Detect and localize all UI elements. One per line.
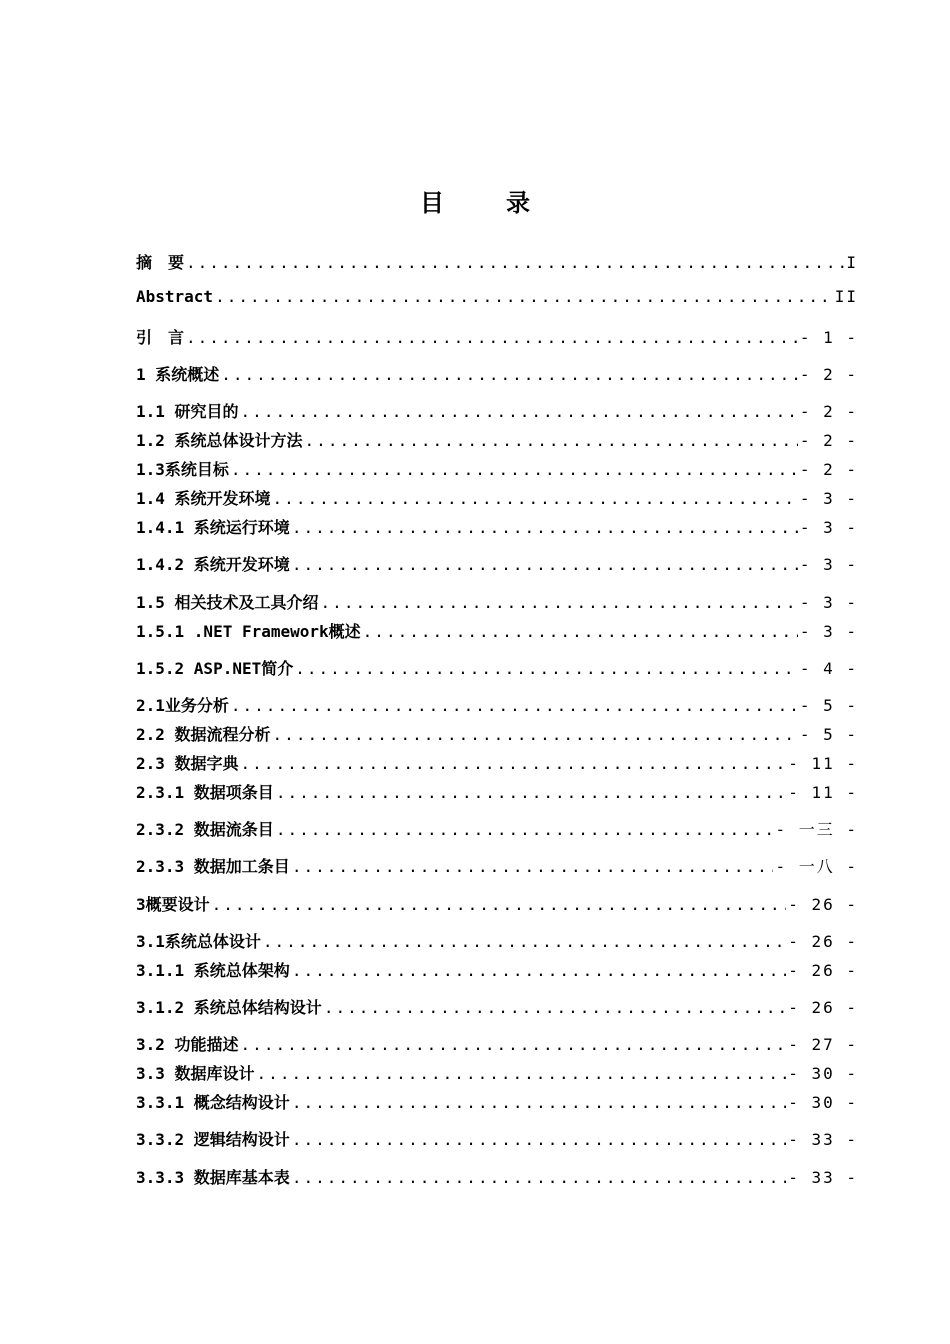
toc-leader-dots xyxy=(257,1064,787,1083)
toc-entry-label: 摘 要 xyxy=(136,253,185,272)
toc-leader-dots xyxy=(363,622,798,641)
toc-leader-dots xyxy=(221,365,798,384)
toc-leader-dots xyxy=(292,1168,786,1187)
toc-leader-dots xyxy=(321,593,798,612)
toc-entry[interactable] xyxy=(136,250,858,274)
toc-leader-dots xyxy=(186,328,798,347)
toc-entry[interactable] xyxy=(136,958,858,982)
toc-entry-page: - 27 - xyxy=(788,1035,858,1054)
toc-entry-page: - 26 - xyxy=(788,895,858,914)
toc-leader-dots xyxy=(292,555,798,574)
toc-leader-dots xyxy=(324,998,786,1017)
toc-entry[interactable] xyxy=(136,751,858,775)
toc-title-char-1: 目 xyxy=(420,188,444,217)
toc-entry[interactable] xyxy=(136,693,858,717)
toc-entry-page: - 33 - xyxy=(788,1130,858,1149)
toc-entry-page: II xyxy=(834,287,858,306)
toc-entry-page: - 一三 - xyxy=(775,820,858,839)
toc-entry[interactable] xyxy=(136,287,858,311)
toc-entry-label: 1 系统概述 xyxy=(136,365,220,384)
toc-leader-dots xyxy=(292,1093,786,1112)
toc-entry-page: - 26 - xyxy=(788,961,858,980)
toc-entry[interactable] xyxy=(136,892,858,916)
toc-entry[interactable] xyxy=(136,362,858,386)
toc-leader-dots xyxy=(241,1035,787,1054)
toc-entry-label: 3.1系统总体设计 xyxy=(136,932,261,951)
toc-entry-label: 1.4 系统开发环境 xyxy=(136,489,271,508)
toc-leader-dots xyxy=(241,402,798,421)
toc-entry-label: 1.4.1 系统运行环境 xyxy=(136,518,290,537)
toc-leader-dots xyxy=(292,857,774,876)
toc-entry-page: - 2 - xyxy=(799,365,858,384)
toc-entry-page: - 26 - xyxy=(788,998,858,1017)
toc-entry[interactable] xyxy=(136,399,858,423)
toc-leader-dots xyxy=(241,754,787,773)
toc-leader-dots xyxy=(231,460,798,479)
toc-entry-page: - 30 - xyxy=(788,1093,858,1112)
toc-leader-dots xyxy=(186,253,844,272)
toc-leader-dots xyxy=(212,895,787,914)
toc-entry-page: - 2 - xyxy=(799,431,858,450)
toc-entry[interactable] xyxy=(136,780,858,804)
toc-leader-dots xyxy=(231,696,798,715)
toc-entry-page: - 11 - xyxy=(788,754,858,773)
toc-entry[interactable] xyxy=(136,1032,858,1056)
toc-entry[interactable] xyxy=(136,457,858,481)
toc-entry-page: - 3 - xyxy=(799,622,858,641)
toc-entry[interactable] xyxy=(136,722,858,746)
toc-entry-label: 2.1业务分析 xyxy=(136,696,229,715)
toc-entry-label: 1.5.1 .NET Framework概述 xyxy=(136,622,361,641)
toc-entry[interactable] xyxy=(136,1127,858,1151)
toc-entry-label: Abstract xyxy=(136,287,214,306)
toc-entry-label: 2.3.2 数据流条目 xyxy=(136,820,274,839)
toc-entry-label: 3.3.2 逻辑结构设计 xyxy=(136,1130,290,1149)
toc-entry-label: 引 言 xyxy=(136,328,185,347)
toc-title-char-2: 录 xyxy=(506,188,530,217)
toc-entry[interactable] xyxy=(136,325,858,349)
toc-leader-dots xyxy=(273,489,798,508)
toc-entry-label: 3概要设计 xyxy=(136,895,210,914)
toc-entry[interactable] xyxy=(136,854,858,878)
toc-leader-dots xyxy=(292,961,786,980)
toc-entry[interactable] xyxy=(136,552,858,576)
toc-entry-label: 1.1 研究目的 xyxy=(136,402,239,421)
toc-entry-page: - 3 - xyxy=(799,489,858,508)
toc-entry-label: 2.2 数据流程分析 xyxy=(136,725,271,744)
toc-entry-page: - 11 - xyxy=(788,783,858,802)
toc-title xyxy=(0,183,950,218)
toc-entry[interactable] xyxy=(136,515,858,539)
toc-leader-dots xyxy=(273,725,798,744)
toc-entry[interactable] xyxy=(136,1090,858,1114)
toc-entry-page: - 3 - xyxy=(799,518,858,537)
toc-leader-dots xyxy=(263,932,786,951)
toc-leader-dots xyxy=(305,431,798,450)
toc-entry-page: - 2 - xyxy=(799,460,858,479)
toc-entry-page: - 26 - xyxy=(788,932,858,951)
toc-entry-label: 2.3.3 数据加工条目 xyxy=(136,857,290,876)
toc-leader-dots xyxy=(215,287,833,306)
toc-leader-dots xyxy=(292,518,798,537)
toc-entry-label: 3.1.1 系统总体架构 xyxy=(136,961,290,980)
toc-entry[interactable] xyxy=(136,929,858,953)
toc-entry-page: - 一八 - xyxy=(775,857,858,876)
toc-entry-label: 3.3.1 概念结构设计 xyxy=(136,1093,290,1112)
toc-entry-page: - 5 - xyxy=(799,725,858,744)
toc-leader-dots xyxy=(276,820,774,839)
toc-entry-label: 1.4.2 系统开发环境 xyxy=(136,555,290,574)
toc-entry[interactable] xyxy=(136,1061,858,1085)
toc-entry-page: - 3 - xyxy=(799,593,858,612)
toc-entry[interactable] xyxy=(136,428,858,452)
toc-leader-dots xyxy=(292,1130,786,1149)
toc-entry-page: - 4 - xyxy=(799,659,858,678)
toc-entry-label: 1.2 系统总体设计方法 xyxy=(136,431,303,450)
toc-entry[interactable] xyxy=(136,656,858,680)
toc-entry-label: 2.3 数据字典 xyxy=(136,754,239,773)
toc-entry[interactable] xyxy=(136,619,858,643)
toc-leader-dots xyxy=(295,659,798,678)
toc-entry-page: - 5 - xyxy=(799,696,858,715)
toc-entry[interactable] xyxy=(136,486,858,510)
toc-entry-label: 3.3.3 数据库基本表 xyxy=(136,1168,290,1187)
toc-entry-page: - 30 - xyxy=(788,1064,858,1083)
toc-entry[interactable] xyxy=(136,995,858,1019)
toc-entry-label: 1.3系统目标 xyxy=(136,460,229,479)
toc-entry-page: - 2 - xyxy=(799,402,858,421)
toc-entry-label: 3.3 数据库设计 xyxy=(136,1064,255,1083)
toc-entry-label: 3.1.2 系统总体结构设计 xyxy=(136,998,322,1017)
toc-entry-label: 3.2 功能描述 xyxy=(136,1035,239,1054)
toc-entry-page: - 1 - xyxy=(799,328,858,347)
toc-entry[interactable] xyxy=(136,1165,858,1189)
toc-entry-page: I xyxy=(846,253,858,272)
toc-entry[interactable] xyxy=(136,590,858,614)
toc-leader-dots xyxy=(276,783,786,802)
toc-entry-label: 2.3.1 数据项条目 xyxy=(136,783,274,802)
toc-entry-label: 1.5.2 ASP.NET简介 xyxy=(136,659,294,678)
toc-entry-page: - 3 - xyxy=(799,555,858,574)
toc-entry-label: 1.5 相关技术及工具介绍 xyxy=(136,593,319,612)
toc-entry[interactable] xyxy=(136,817,858,841)
toc-entry-page: - 33 - xyxy=(788,1168,858,1187)
